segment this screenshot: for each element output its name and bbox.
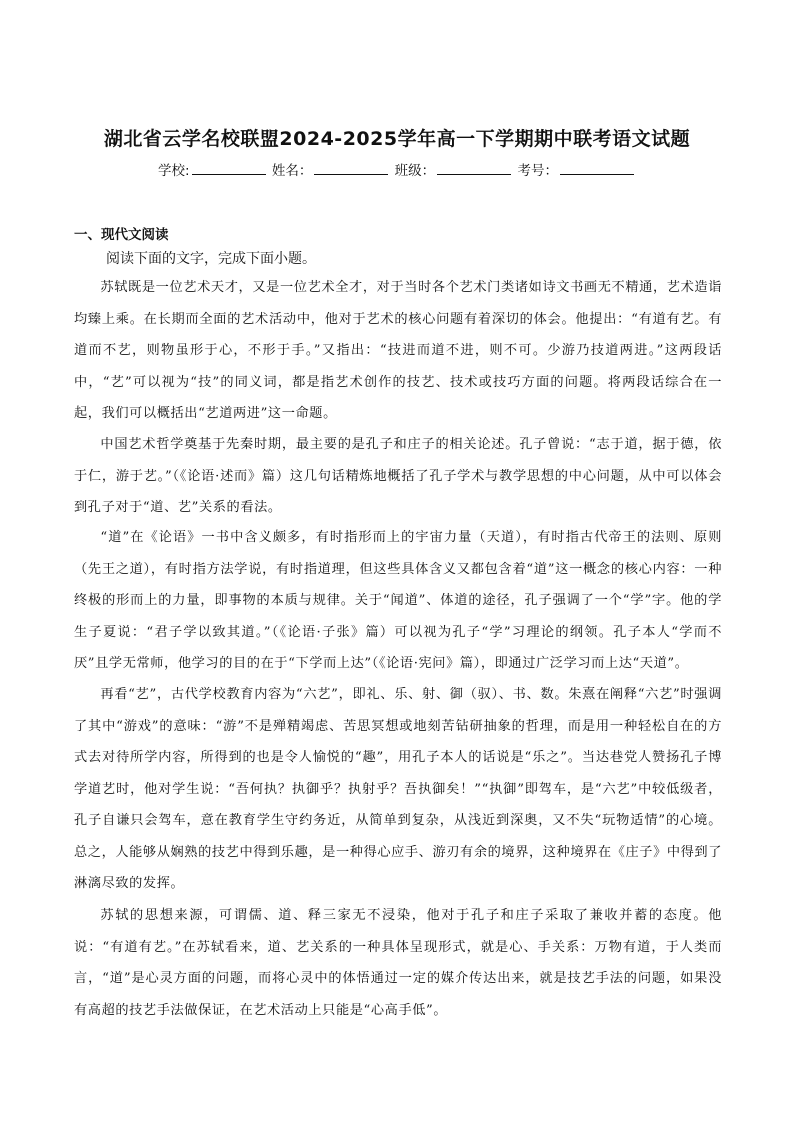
paragraph-2: 中国艺术哲学奠基于先秦时期，最主要的是孔子和庄子的相关论述。孔子曾说：“志于道，据于德，依于仁，游于艺。”（《论语·述而》篇）这几句话精炼地概括了孔子学术与教学思想的中心问题，从中可以体会到孔子对于“道、艺”关系的看法。 <box>74 437 722 515</box>
school-label: 学校: <box>158 163 190 179</box>
paragraph-5: 苏轼的思想来源，可谓儒、道、释三家无不浸染，他对于孔子和庄子采取了兼收并蓄的态度。他说：“有道有艺。”在苏轼看来，道、艺关系的一种具体呈现形式，就是心、手关系：万物有道，于人类而言，“道”是心灵方面的问题，而将心灵中的体悟通过一定的媒介传达出来，就是技艺手法的问题，如果没有高超的技艺手法做保证，在艺术活动上只能是“心高手低”。 <box>74 908 722 1018</box>
class-blank <box>437 160 511 175</box>
reading-instruction: 阅读下面的文字，完成下面小题。 <box>106 251 316 267</box>
name-blank <box>314 160 388 175</box>
paragraph-3: “道”在《论语》一书中含义颇多，有时指形而上的宇宙力量（天道），有时指古代帝王的法则、原则（先王之道），有时指方法学说，有时指道理，但这些具体含义又都包含着“道”这一概念的核心内容：一种终极的形而上的力量，即事物的本质与规律。关于“闻道”、体道的途径，孔子强调了一个“学”字。他的学生子夏说：“君子学以致其道。”（《论语·子张》篇）可以视为孔子“学”习理论的纲领。孔子本人“学而不厌”且学无常师，他学习的目的在于“下学而上达”（《论语·宪问》篇），即通过广泛学习而上达“天道”。 <box>74 530 722 671</box>
number-blank <box>560 160 634 175</box>
class-label: 班级： <box>394 163 436 179</box>
page-title: 湖北省云学名校联盟2024-2025学年高一下学期期中联考语文试题 <box>103 128 691 150</box>
paragraph-1: 苏轼既是一位艺术天才，又是一位艺术全才，对于当时各个艺术门类诸如诗文书画无不精通，艺术造诣均臻上乘。在长期而全面的艺术活动中，他对于艺术的核心问题有着深切的体会。他提出：“有道有艺。有道而不艺，则物虽形于心，不形于手。”又指出：“技进而道不进，则不可。少游乃技道两进。”这两段话中，“艺”可以视为“技”的同义词，都是指艺术创作的技艺、技术或技巧方面的问题。将两段话综合在一起，我们可以概括出“艺道两进”这一命题。 <box>74 280 722 421</box>
school-blank <box>192 160 266 175</box>
number-label: 考号： <box>517 163 558 179</box>
paragraph-4: 再看“艺”，古代学校教育内容为“六艺”，即礼、乐、射、御（驭）、书、数。朱熹在阐释“六艺”时强调了其中“游戏”的意味：“游”不是殚精竭虑、苦思冥想或地刻苦钻研抽象的哲理，而是用一种轻松自在的方式去对待所学内容，所得到的也是令人愉悦的“趣”，用孔子本人的话说是“乐之”。当达巷党人赞扬孔子博学道艺时，他对学生说：“吾何执？执御乎？执射乎？吾执御矣！”“执御”即驾车，是“六艺”中较低级者，孔子自谦只会驾车，意在教育学生守约务近，从简单到复杂，从浅近到深奥，又不失“玩物适情”的心境。总之，人能够从娴熟的技艺中得到乐趣，是一种得心应手、游刃有余的境界，这种境界在《庄子》中得到了淋漓尽致的发挥。 <box>74 687 723 891</box>
student-info-line <box>0 159 794 179</box>
section-heading: 一、现代文阅读 <box>74 227 169 243</box>
name-label: 姓名： <box>271 163 313 179</box>
